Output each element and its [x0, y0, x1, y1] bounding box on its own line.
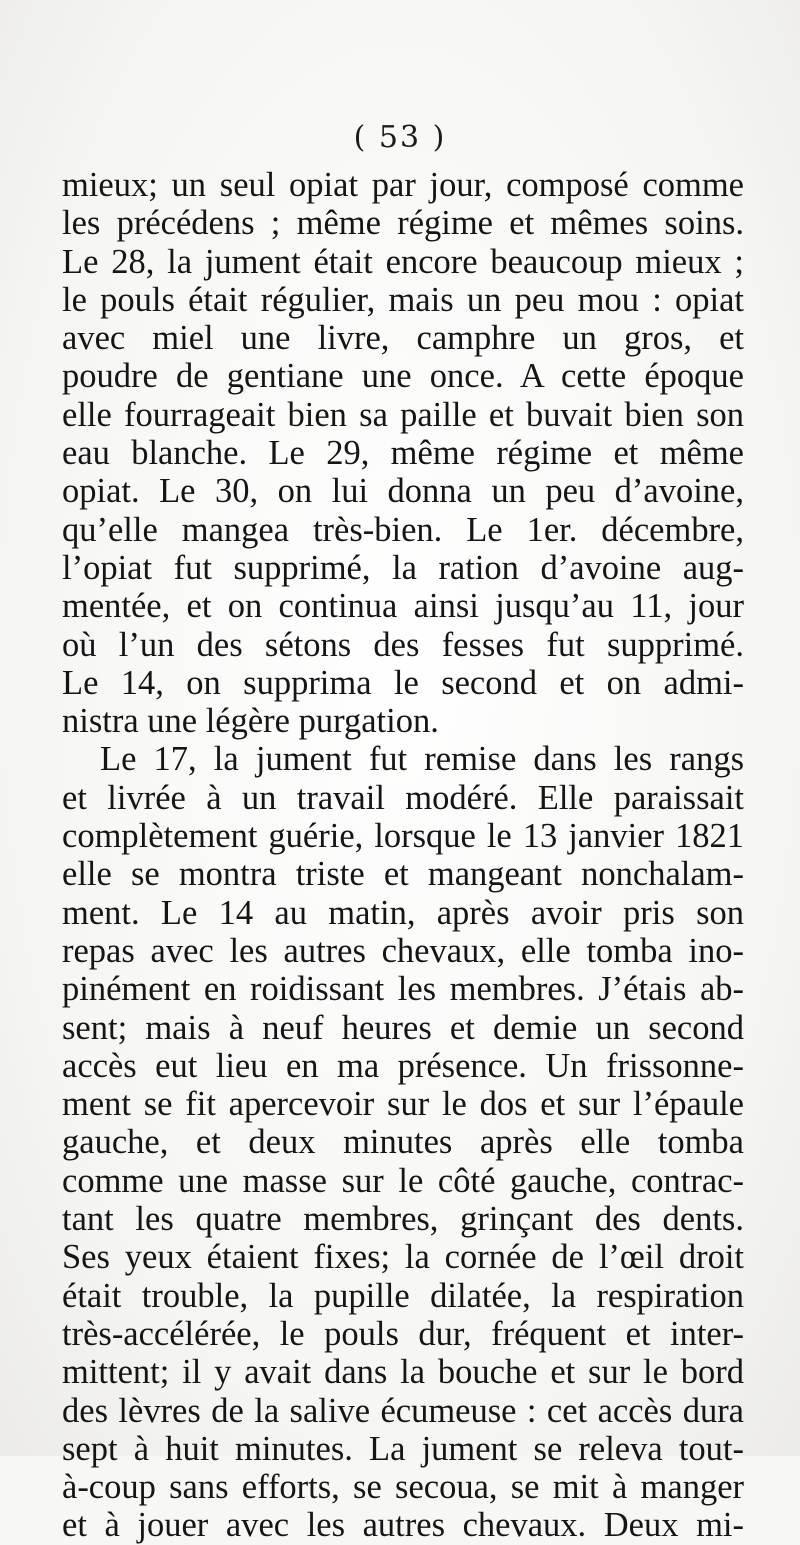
text-line: poudre de gentiane une once. A cette époque	[62, 357, 744, 396]
text-line: accès eut lieu en ma présence. Un frissonne-	[62, 1046, 744, 1085]
text-line: était trouble, la pupille dilatée, la respiration	[62, 1276, 744, 1315]
text-line: Le 28, la jument était encore beaucoup mieux ;	[62, 242, 744, 281]
text-line: mittent; il y avait dans la bouche et sur le bord	[62, 1353, 744, 1392]
text-line: gauche, et deux minutes après elle tomba	[62, 1123, 744, 1162]
text-line: Ses yeux étaient fixes; la cornée de l’œil droit	[62, 1238, 744, 1277]
page-number: ( 53 )	[353, 120, 447, 155]
text-line: à-coup sans efforts, se secoua, se mit à manger	[62, 1468, 744, 1507]
text-line: mentée, et on continua ainsi jusqu’au 11, jour	[62, 587, 744, 626]
text-line: le pouls était régulier, mais un peu mou : opiat	[62, 280, 744, 319]
text-line: sent; mais à neuf heures et demie un second	[62, 1008, 744, 1047]
text-line: des lèvres de la salive écumeuse : cet accès dura	[62, 1391, 744, 1430]
text-line: et à jouer avec les autres chevaux. Deux mi-	[62, 1506, 744, 1545]
text-line: eau blanche. Le 29, même régime et même	[62, 434, 744, 473]
text-line: ment. Le 14 au matin, après avoir pris son	[62, 893, 744, 932]
text-line: comme une masse sur le côté gauche, contrac-	[62, 1161, 744, 1200]
text-line: qu’elle mangea très-bien. Le 1er. décembre,	[62, 510, 744, 549]
text-line: ment se fit apercevoir sur le dos et sur l’épaule	[62, 1085, 744, 1124]
paragraph-2	[62, 740, 744, 1544]
text-line: très-accélérée, le pouls dur, fréquent et inter-	[62, 1314, 744, 1353]
text-line: elle se montra triste et mangeant nonchalam-	[62, 855, 744, 894]
text-line: tant les quatre membres, grinçant des dents.	[62, 1200, 744, 1239]
text-line: opiat. Le 30, on lui donna un peu d’avoine,	[62, 472, 744, 511]
paragraph-1	[62, 166, 744, 740]
text-line: complètement guérie, lorsque le 13 janvier 1821	[62, 817, 744, 856]
text-line: sept à huit minutes. La jument se releva tout-	[62, 1429, 744, 1468]
text-line: nistra une légère purgation.	[62, 702, 439, 741]
text-line: et livrée à un travail modéré. Elle paraissait	[62, 778, 744, 817]
text-line: mieux; un seul opiat par jour, composé comme	[62, 166, 744, 204]
text-line: repas avec les autres chevaux, elle tomba ino-	[62, 931, 744, 970]
text-line: où l’un des sétons des fesses fut supprimé.	[62, 625, 744, 664]
text-line: Le 17, la jument fut remise dans les rangs	[100, 740, 744, 779]
text-line: elle fourrageait bien sa paille et buvait bien son	[62, 395, 744, 434]
text-line: Le 14, on supprima le second et on admi-	[62, 663, 744, 702]
text-line: pinément en roidissant les membres. J’étais ab-	[62, 970, 744, 1009]
text-line: les précédens ; même régime et mêmes soins.	[62, 204, 744, 243]
text-line: avec miel une livre, camphre un gros, et	[62, 319, 744, 358]
body-text	[62, 166, 744, 1545]
text-line: l’opiat fut supprimé, la ration d’avoine aug-	[62, 548, 744, 587]
